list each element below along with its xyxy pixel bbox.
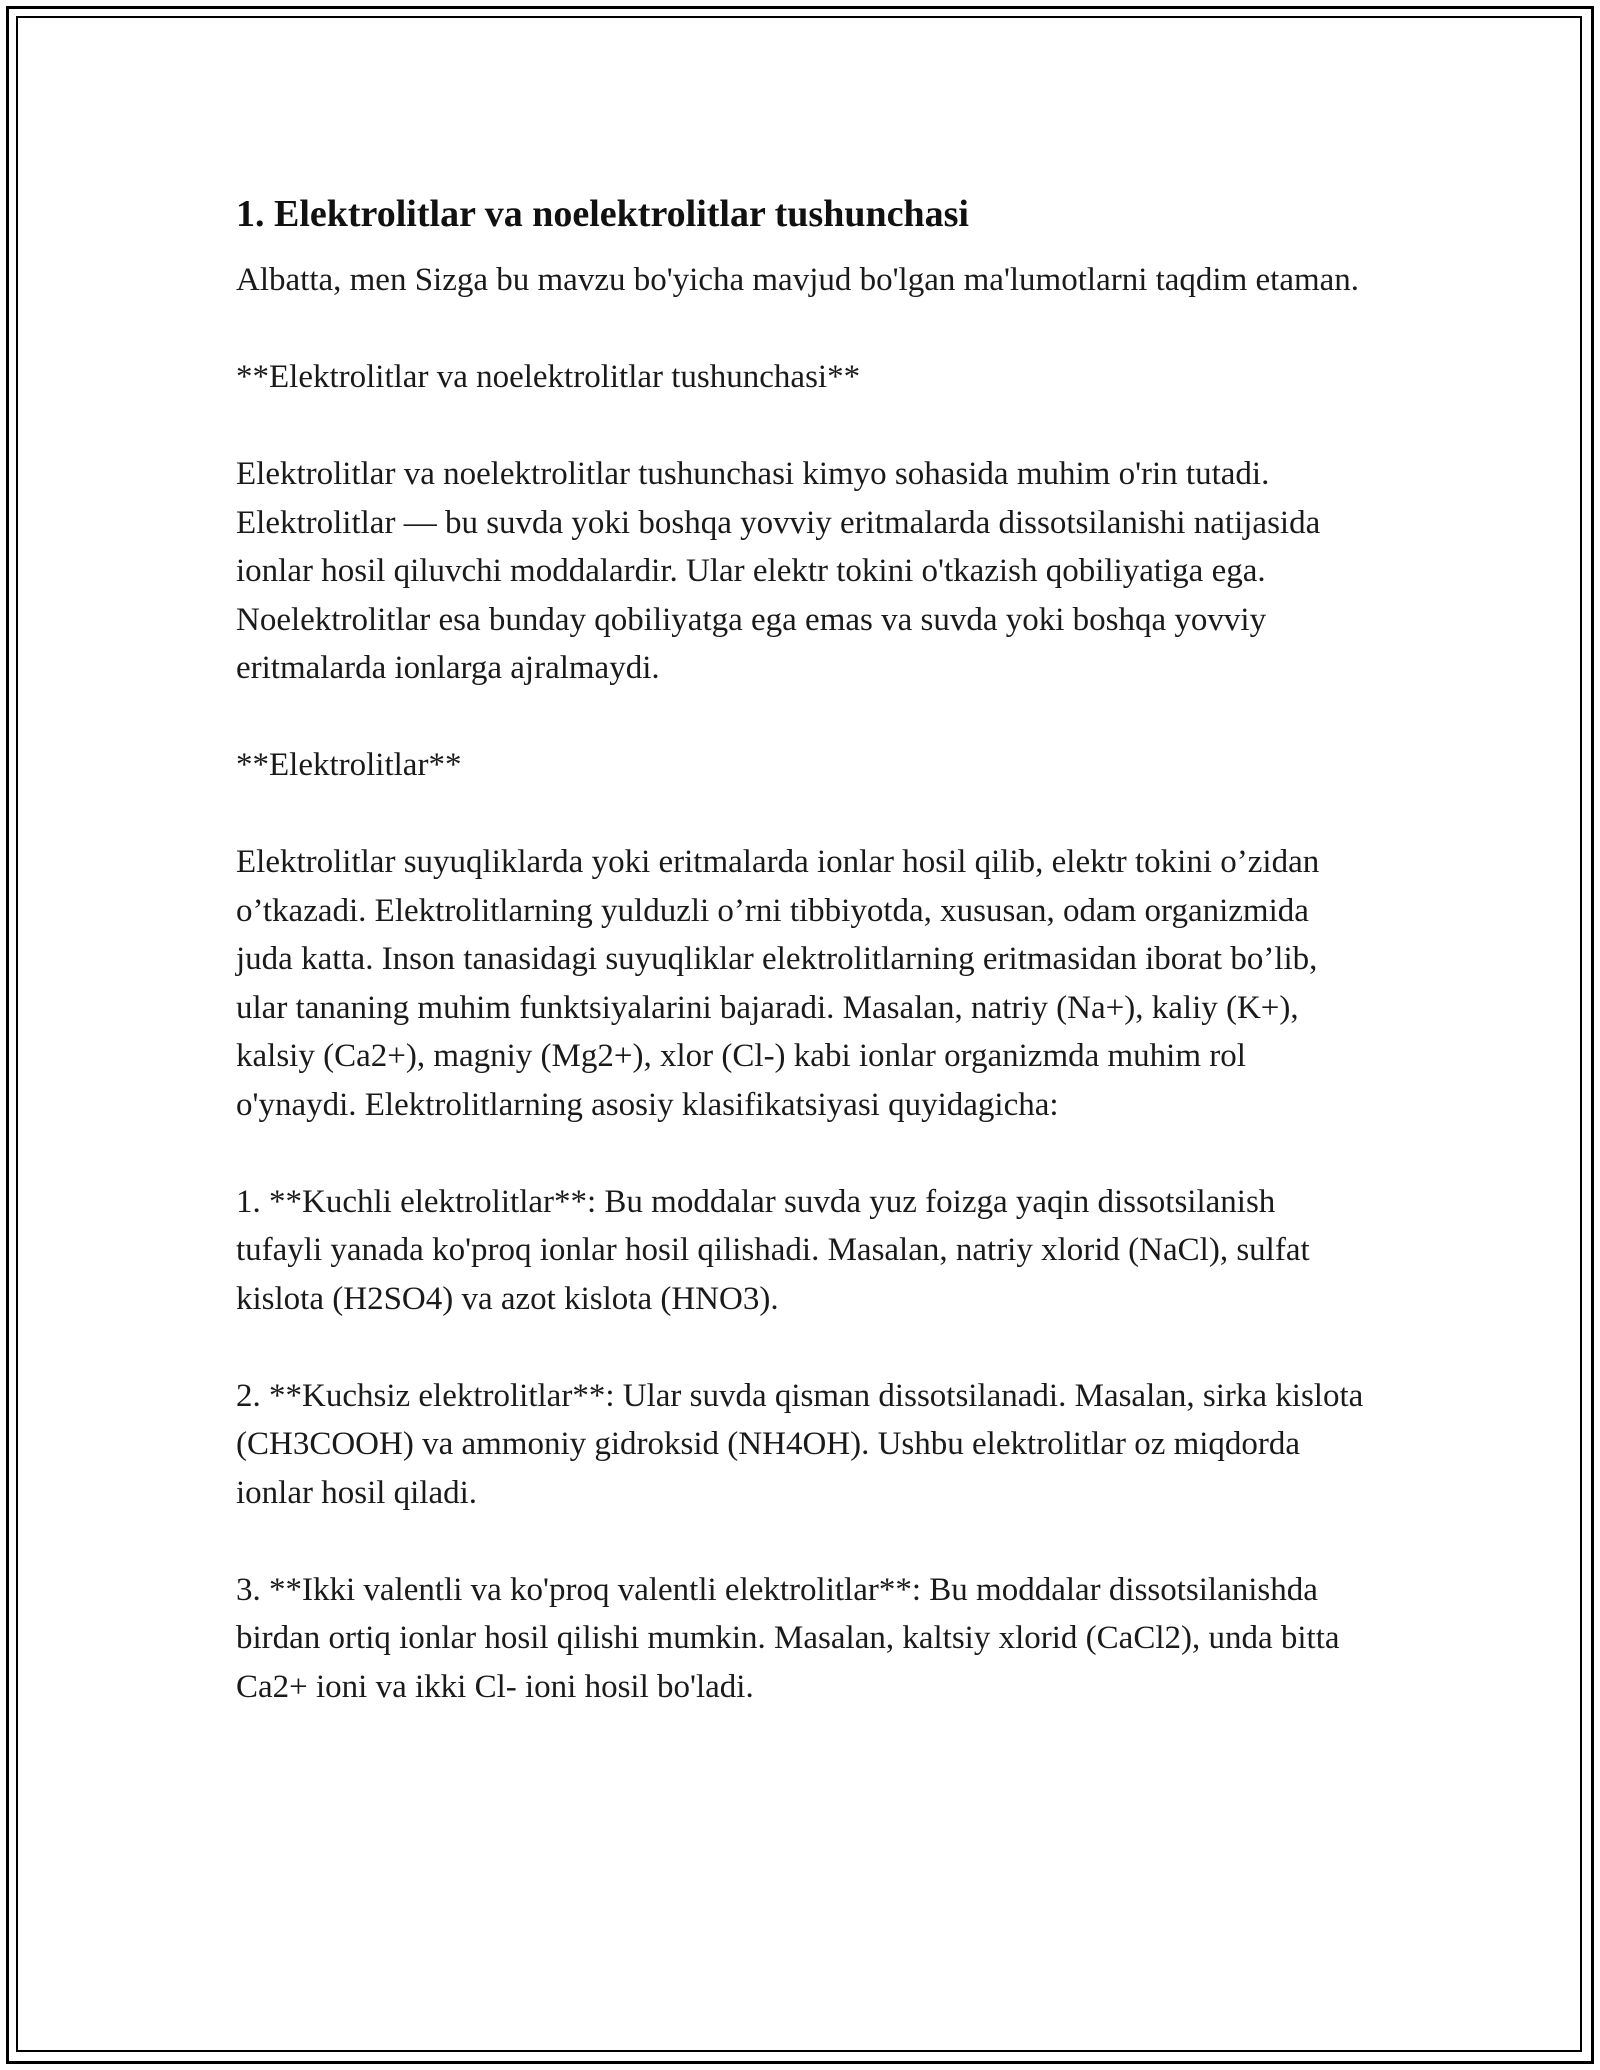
subheading-electrolytes-concept: **Elektrolitlar va noelektrolitlar tushunchasi** <box>236 359 861 395</box>
concept-paragraph: Elektrolitlar va noelektrolitlar tushunchasi kimyo sohasida muhim o'rin tutadi. Elektrolitlar — bu suvda yoki boshqa yovviy eritmalarda dissotsilanishi natijasida ionlar hosil qiluvchi moddalardir. Ular elektr tokini o'tkazish qobiliyatiga ega. Noelektrolitlar esa bunday qobiliyatga ega emas va suvda yoki boshqa yovviy eritmalarda ionlarga ajralmaydi. <box>236 456 1321 686</box>
electrolytes-paragraph: Elektrolitlar suyuqliklarda yoki eritmalarda ionlar hosil qilib, elektr tokini o’zidan o’tkazadi. Elektrolitlarning yulduzli o’rni tibbiyotda, xususan, odam organizmida juda katta. Inson tanasidagi suyuqliklar elektrolitlarning eritmasidan iborat bo’lib, ular tananing muhim funktsiyalarini bajaradi. Masalan, natriy (Na+), kaliy (K+), kalsiy (Ca2+), magniy (Mg2+), xlor (Cl-) kabi ionlar organizmda muhim rol o'ynaydi. Elektrolitlarning asosiy klasifikatsiyasi quyidagicha: <box>236 844 1320 1123</box>
list-item-weak-electrolytes: 2. **Kuchsiz elektrolitlar**: Ular suvda qisman dissotsilanadi. Masalan, sirka kislota (CH3COOH) va ammoniy gidroksid (NH4OH). Ushbu elektrolitlar oz miqdorda ionlar hosil qiladi. <box>236 1377 1364 1511</box>
subheading-electrolytes: **Elektrolitlar** <box>236 747 462 783</box>
list-item-strong-electrolytes: 1. **Kuchli elektrolitlar**: Bu moddalar suvda yuz foizga yaqin dissotsilanish tufayli yanada ko'proq ionlar hosil qilishadi. Masalan, natriy xlorid (NaCl), sulfat kislota (H2SO4) va azot kislota (HNO3). <box>236 1183 1310 1317</box>
list-item-multivalent-electrolytes: 3. **Ikki valentli va ko'proq valentli elektrolitlar**: Bu moddalar dissotsilanishda birdan ortiq ionlar hosil qilishi mumkin. Masalan, kaltsiy xlorid (CaCl2), unda bitta Ca2+ ioni va ikki Cl- ioni hosil bo'ladi. <box>236 1571 1340 1705</box>
section-heading: 1. Elektrolitlar va noelektrolitlar tushunchasi <box>236 193 969 235</box>
document-page <box>236 186 1366 1760</box>
intro-paragraph: Albatta, men Sizga bu mavzu bo'yicha mavjud bo'lgan ma'lumotlarni taqdim etaman. <box>236 262 1360 298</box>
